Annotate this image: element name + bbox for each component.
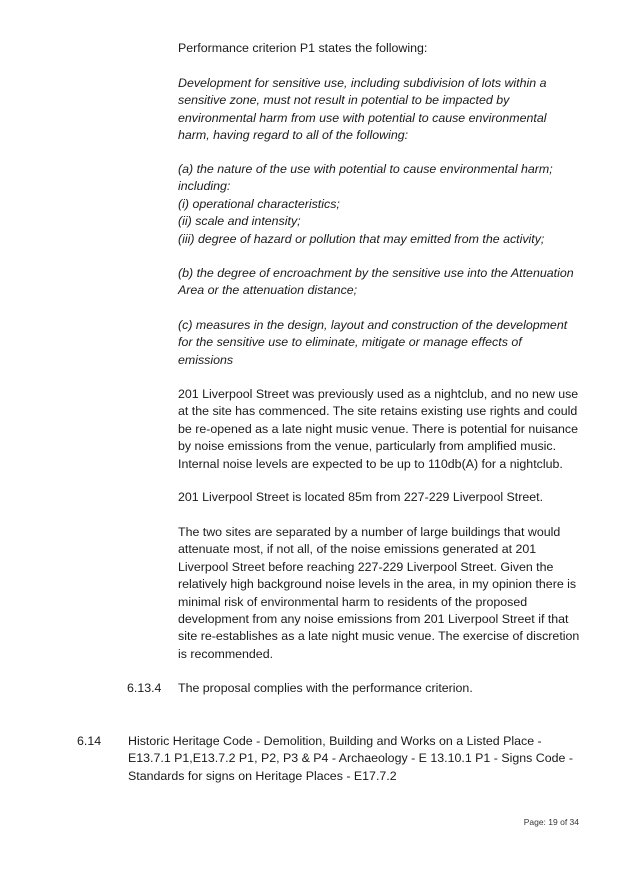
criterion-main-line: harm, having regard to all of the following:: [178, 128, 409, 143]
criterion-a-line: (iii) degree of hazard or pollution that may emitted from the activity;: [178, 231, 545, 246]
criterion-a-line: (ii) scale and intensity;: [178, 214, 301, 229]
paragraph-line: 201 Liverpool Street was previously used as a nightclub, and no new use: [178, 387, 579, 401]
criterion-b-line: (b) the degree of encroachment by the sensitive use into the Attenuation: [178, 266, 574, 280]
criterion-main-line: environmental harm from use with potential to cause environmental: [178, 110, 547, 125]
paragraph-line: is recommended.: [178, 646, 274, 661]
criterion-main-line: sensitive zone, must not result in potential to be impacted by: [178, 93, 510, 108]
paragraph-separation: [178, 524, 588, 663]
paragraph-line: development from any noise emissions from 201 Liverpool Street if that: [178, 612, 569, 627]
criterion-a-line: (i) operational characteristics;: [178, 196, 340, 211]
clause-text: The proposal complies with the performance criterion.: [178, 681, 473, 695]
paragraph-line: site re-establishes as a late night music venue. The exercise of discretion: [178, 629, 580, 644]
criterion-main: [178, 75, 588, 145]
criterion-b-line: Area or the attenuation distance;: [178, 283, 358, 298]
criterion-c-line: (c) measures in the design, layout and construction of the development: [178, 318, 568, 332]
clause-number: 6.13.4: [127, 681, 162, 695]
paragraph-line: relatively high background noise levels in the area, in my opinion there is: [178, 577, 577, 592]
page-number: Page: 19 of 34: [523, 817, 579, 827]
paragraph-line: Liverpool Street before reaching 227-229 Liverpool Street. Given the: [178, 559, 554, 574]
criterion-main-line: Development for sensitive use, including subdivision of lots within a: [178, 76, 547, 90]
paragraph-line: be re-opened as a late night music venue. There is potential for nuisance: [178, 421, 578, 436]
section-number: 6.14: [77, 734, 102, 748]
section-heading: [128, 733, 588, 785]
paragraph-line: by noise emissions from the venue, particularly from amplified music.: [178, 439, 557, 454]
criterion-a: [178, 161, 588, 248]
paragraph-nightclub: [178, 386, 588, 473]
paragraph-line: attenuate most, if not all, of the noise emissions generated at 201: [178, 542, 537, 557]
paragraph-line: minimal risk of environmental harm to residents of the proposed: [178, 594, 528, 609]
paragraph-distance: 201 Liverpool Street is located 85m from 227-229 Liverpool Street.: [178, 490, 544, 504]
criterion-c-line: for the sensitive use to eliminate, mitigate or manage effects of: [178, 335, 522, 350]
paragraph-line: at the site has commenced. The site retains existing use rights and could: [178, 404, 578, 419]
paragraph-line: Internal noise levels are expected to be up to 110db(A) for a nightclub.: [178, 456, 563, 471]
section-heading-line: Historic Heritage Code - Demolition, Building and Works on a Listed Place -: [128, 734, 542, 748]
criterion-a-line: (a) the nature of the use with potential to cause environmental harm;: [178, 162, 553, 176]
criterion-c: [178, 317, 588, 369]
paragraph-line: The two sites are separated by a number of large buildings that would: [178, 525, 561, 539]
intro-text: Performance criterion P1 states the following:: [178, 41, 428, 55]
criterion-b: [178, 265, 588, 300]
section-heading-line: Standards for signs on Heritage Places - E17.7.2: [128, 768, 397, 783]
criterion-c-line: emissions: [178, 352, 234, 367]
section-heading-line: E13.7.1 P1,E13.7.2 P1, P2, P3 & P4 - Archaeology - E 13.10.1 P1 - Signs Code -: [128, 751, 573, 766]
criterion-a-line: including:: [178, 179, 231, 194]
